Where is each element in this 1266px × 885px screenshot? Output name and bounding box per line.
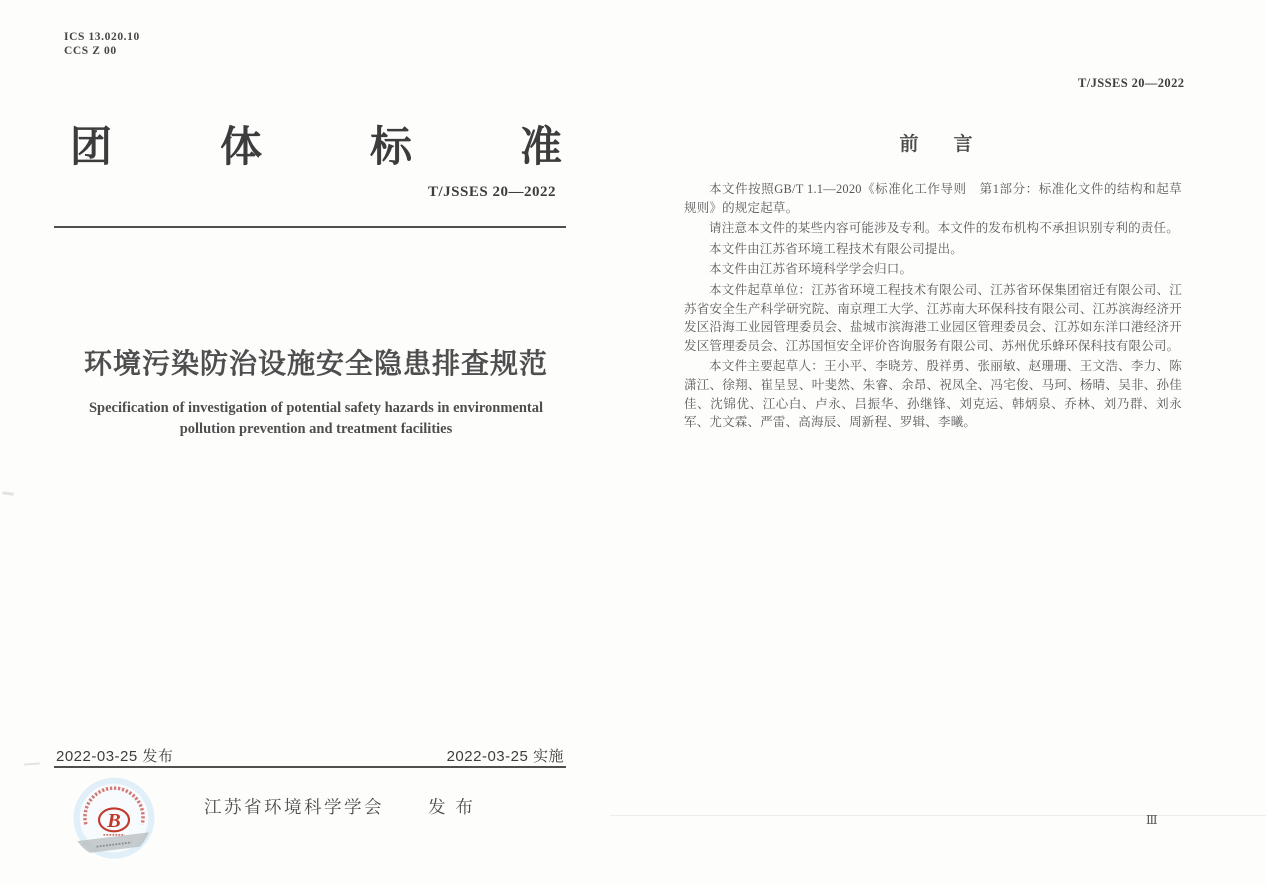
- seal-emblem-monogram: B: [107, 809, 121, 832]
- scan-smudge: [2, 491, 14, 496]
- foreword-title: 前 言: [899, 134, 981, 155]
- page-number: Ⅲ: [1146, 813, 1158, 827]
- foreword-paragraph: 本文件主要起草人：王小平、李晓芳、殷祥勇、张丽敏、赵珊珊、王文浩、李力、陈潇江、徐翔、崔呈昱、叶斐然、朱睿、余昂、祝凤全、冯宅俊、马珂、杨晴、吴非、孙佳佳、沈锦优、江心白、卢永、吕振华、孙继锋、刘克运、韩炳泉、乔林、刘乃群、刘永军、尤文霖、严雷、高海辰、周新程、罗辑、李曦。: [684, 359, 1182, 430]
- standard-type-char: 体: [219, 123, 262, 170]
- foreword-body: [684, 180, 1182, 434]
- document-title-cn: 环境污染防治设施安全隐患排查规范: [83, 348, 548, 379]
- standard-type-char: 标: [369, 123, 412, 170]
- scan-artifact-line: [610, 815, 1266, 816]
- foreword-paragraph: 本文件由江苏省环境工程技术有限公司提出。: [709, 241, 964, 256]
- standard-type-heading: [70, 114, 562, 174]
- scan-smudge: [24, 762, 40, 765]
- ics-ccs-block: [64, 30, 140, 58]
- document-title-en-line2: pollution prevention and treatment facilities: [179, 421, 453, 437]
- foreword-paragraph: 请注意本文件的某些内容可能涉及专利。本文件的发布机构不承担识别专利的责任。: [709, 221, 1179, 236]
- association-seal: [70, 775, 158, 863]
- cover-bottom-rule: [54, 766, 566, 768]
- publisher-row: [204, 794, 475, 819]
- document-title-en: [40, 398, 592, 440]
- foreword-paragraph: 本文件起草单位：江苏省环境工程技术有限公司、江苏省环保集团宿迁有限公司、江苏省安全生产科学研究院、南京理工大学、江苏南大环保科技有限公司、江苏滨海经济开发区沿海工业园管理委员会、盐城市滨海港工业园区管理委员会、江苏如东洋口港经济开发区管理委员会、江苏国恒安全评价咨询服务有限公司、苏州优乐蜂环保科技有限公司。: [684, 282, 1182, 353]
- standard-number: T/JSSES 20—2022: [428, 184, 556, 200]
- standard-type-char: 准: [519, 123, 562, 170]
- document-title-en-line1: Specification of investigation of potential safety hazards in environmental: [88, 400, 544, 416]
- date-row: [56, 745, 564, 766]
- cover-top-rule: [54, 226, 566, 228]
- ics-code: ICS 13.020.10: [64, 31, 140, 43]
- issue-date: 2022-03-25 发布: [56, 748, 174, 765]
- foreword-paragraph: 本文件按照GB/T 1.1—2020《标准化工作导则 第1部分：标准化文件的结构和起草规则》的规定起草。: [684, 182, 1182, 215]
- foreword-paragraph: 本文件由江苏省环境科学学会归口。: [709, 262, 913, 277]
- publisher-name: 江苏省环境科学学会: [204, 797, 384, 817]
- standard-type-char: 团: [70, 123, 113, 170]
- implementation-date: 2022-03-25 实施: [446, 748, 564, 765]
- ccs-code: CCS Z 00: [64, 45, 117, 57]
- page-header-standard-number: T/JSSES 20—2022: [1078, 76, 1185, 90]
- publish-label: 发 布: [428, 797, 476, 817]
